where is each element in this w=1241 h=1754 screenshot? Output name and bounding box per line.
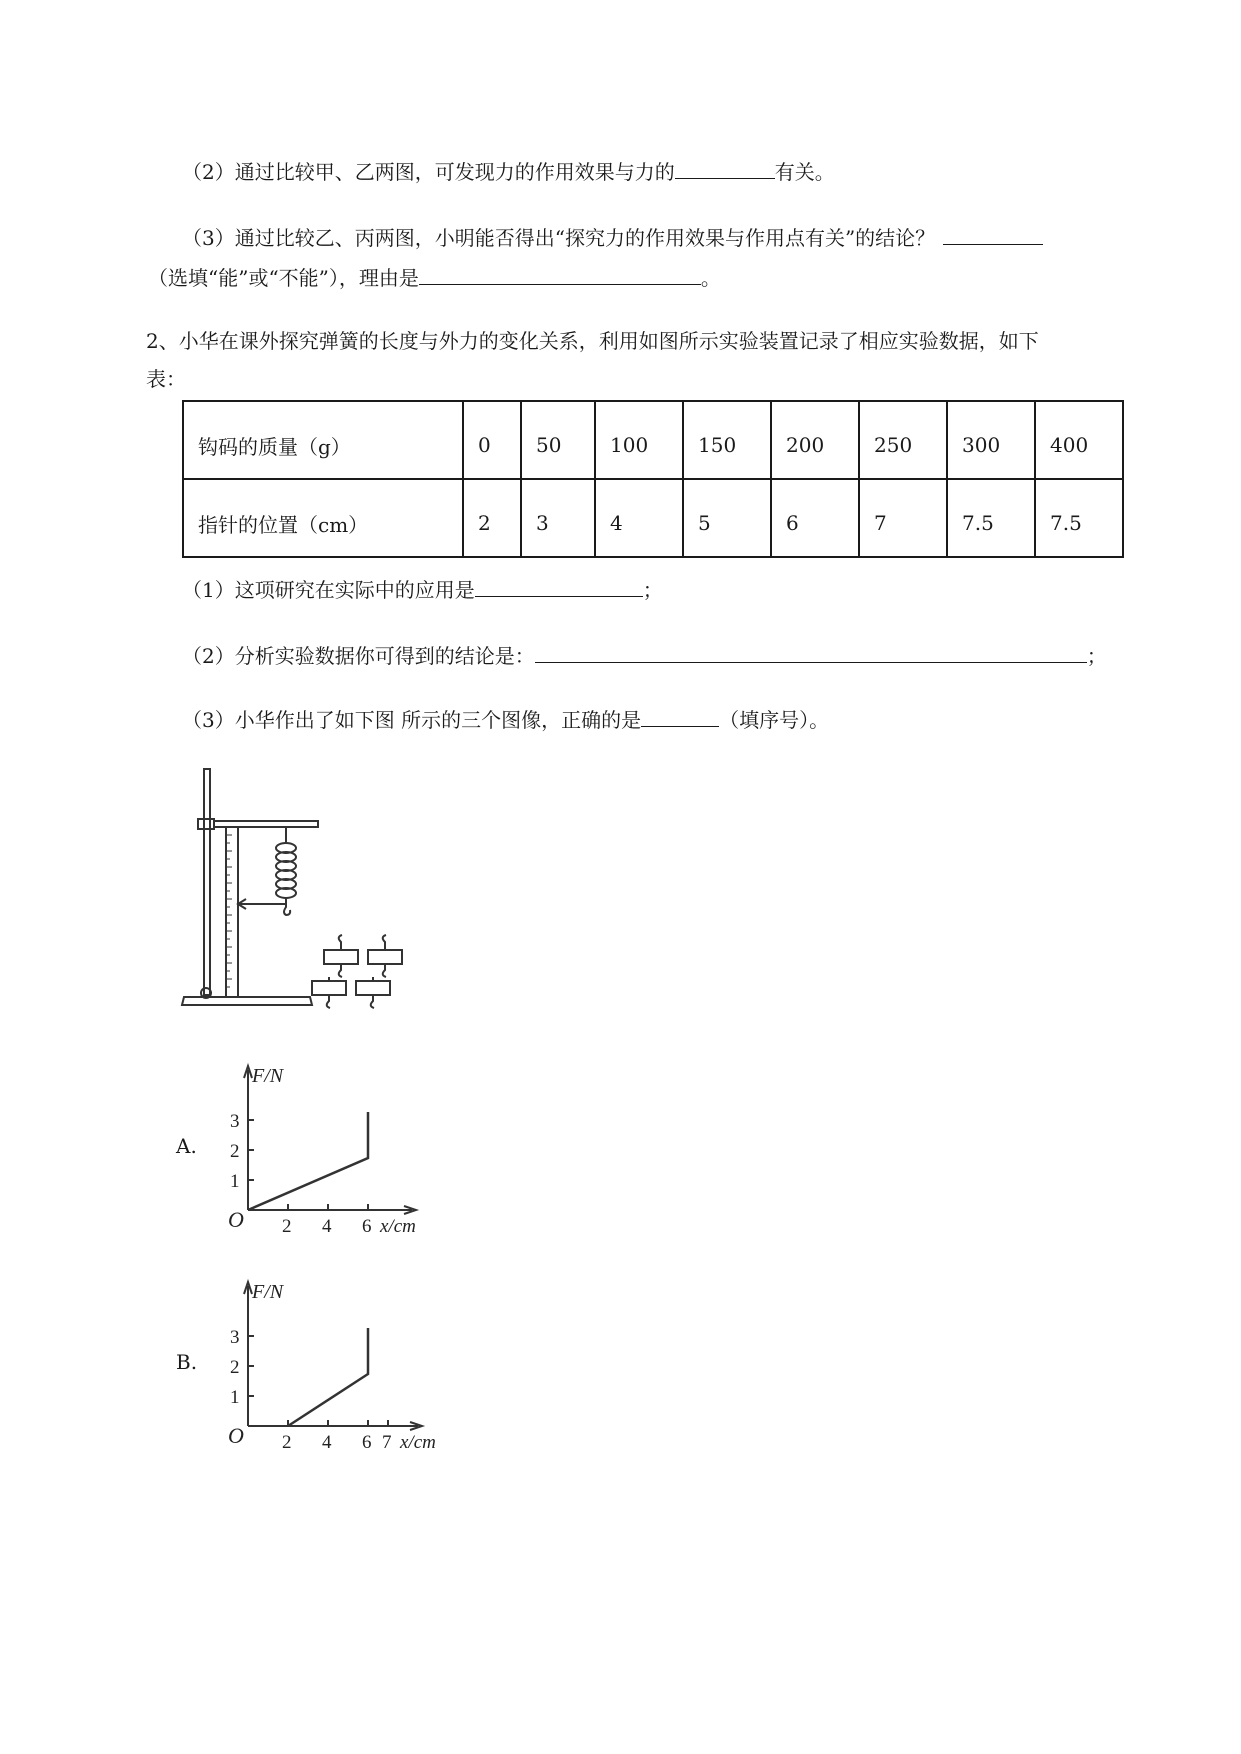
q2-part3-line <box>182 704 829 735</box>
q1-part2-prefix: （2）通过比较甲、乙两图，可发现力的作用效果与力的 <box>182 160 675 184</box>
table-cell: 300 <box>947 401 1035 479</box>
x-tick-label: 4 <box>322 1432 332 1453</box>
row-label: 指针的位置（cm） <box>183 479 463 557</box>
x-axis-label: x/cm <box>380 1216 416 1237</box>
q2-part1-prefix: （1）这项研究在实际中的应用是 <box>182 578 475 602</box>
q1-part2-blank[interactable] <box>675 156 775 179</box>
q2-part1-blank[interactable] <box>475 574 643 597</box>
origin-label: O <box>228 1423 244 1448</box>
data-table <box>182 400 1124 558</box>
table-cell: 50 <box>521 401 595 479</box>
y-tick-label: 3 <box>230 1111 240 1132</box>
graph-line <box>288 1328 368 1426</box>
q2-part2-prefix: （2）分析实验数据你可得到的结论是： <box>182 644 535 668</box>
table-cell: 0 <box>463 401 521 479</box>
x-tick-label: 6 <box>362 1216 372 1237</box>
q1-part3-line2-suffix: 。 <box>700 266 721 290</box>
q2-part3-prefix: （3）小华作出了如下图 所示的三个图像，正确的是 <box>182 708 642 732</box>
table-cell: 4 <box>595 479 683 557</box>
q1-part3-blank-2[interactable] <box>419 262 701 285</box>
table-cell: 6 <box>771 479 859 557</box>
q2-part2-blank[interactable] <box>535 640 1087 663</box>
x-tick-label: 2 <box>282 1216 292 1237</box>
q2-intro-line2: 表： <box>146 367 186 391</box>
option-b-label: B. <box>176 1350 198 1374</box>
table-cell: 400 <box>1035 401 1123 479</box>
table-cell: 7 <box>859 479 947 557</box>
q1-part3-blank-1[interactable] <box>943 222 1043 245</box>
row-label: 钩码的质量（g） <box>183 401 463 479</box>
stand-rod <box>204 769 210 995</box>
q1-part3-line1-prefix: （3）通过比较乙、丙两图，小明能否得出“探究力的作用效果与作用点有关”的结论？ <box>182 226 936 250</box>
option-a-graph <box>222 1060 442 1240</box>
q1-part2-line <box>182 156 835 187</box>
q1-part2-suffix: 有关。 <box>774 160 835 184</box>
table-row-pointer <box>183 479 1123 557</box>
table-cell: 3 <box>521 479 595 557</box>
x-tick-label: 7 <box>382 1432 392 1453</box>
hook-weights <box>312 935 402 1008</box>
q2-intro-line1: 2、小华在课外探究弹簧的长度与外力的变化关系，利用如图所示实验装置记录了相应实验数据，如下 <box>146 329 1039 353</box>
y-tick-label: 1 <box>230 1171 240 1192</box>
x-axis-label: x/cm <box>400 1432 436 1453</box>
q1-part3-line1 <box>182 222 1043 253</box>
y-tick-label: 1 <box>230 1387 240 1408</box>
x-tick-label: 2 <box>282 1432 292 1453</box>
q1-part3-line2-prefix: （选填“能”或“不能”），理由是 <box>148 266 419 290</box>
table-cell: 7.5 <box>1035 479 1123 557</box>
q2-part2-suffix: ； <box>1086 644 1107 668</box>
table-cell: 5 <box>683 479 771 557</box>
origin-label: O <box>228 1207 244 1232</box>
x-tick-label: 6 <box>362 1432 372 1453</box>
table-cell: 250 <box>859 401 947 479</box>
y-tick-label: 3 <box>230 1327 240 1348</box>
table-row-mass <box>183 401 1123 479</box>
table-cell: 200 <box>771 401 859 479</box>
y-axis-label: F/N <box>252 1065 284 1087</box>
table-cell: 150 <box>683 401 771 479</box>
y-tick-label: 2 <box>230 1141 240 1162</box>
x-tick-label: 4 <box>322 1216 332 1237</box>
q2-part1-suffix: ； <box>642 578 663 602</box>
q2-part3-suffix: （填序号）。 <box>719 708 830 732</box>
stand-base <box>182 997 312 1005</box>
q1-part3-line2 <box>148 262 721 293</box>
option-a-label: A. <box>176 1134 197 1158</box>
option-b-graph <box>222 1276 462 1456</box>
table-cell: 100 <box>595 401 683 479</box>
graph-line <box>248 1112 368 1210</box>
table-cell: 7.5 <box>947 479 1035 557</box>
y-axis-label: F/N <box>252 1281 284 1303</box>
q2-part3-blank[interactable] <box>641 704 719 727</box>
q2-part2-line <box>182 640 1107 671</box>
spring-apparatus-figure <box>178 765 428 1020</box>
y-tick-label: 2 <box>230 1357 240 1378</box>
q2-part1-line <box>182 574 663 605</box>
table-cell: 2 <box>463 479 521 557</box>
